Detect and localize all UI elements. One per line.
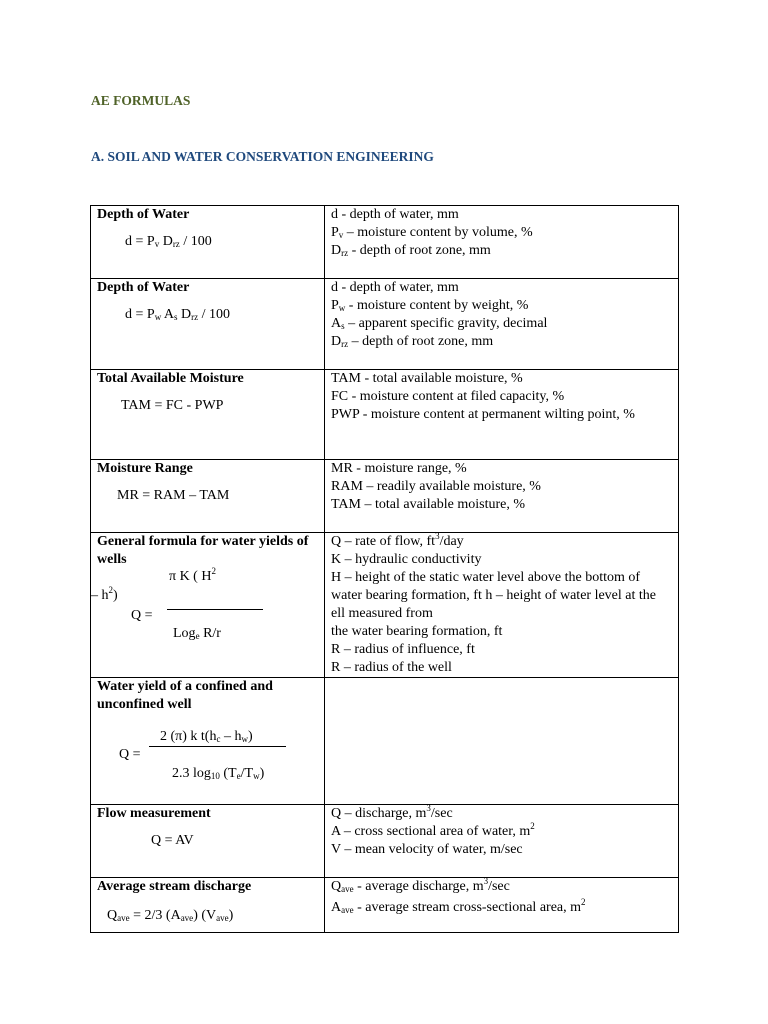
formula-equation: $d = P_w$ $A_s$ $D_{rz} / 100$ <box>125 307 231 322</box>
definition-line: $P_w$ - moisture content by weight, % <box>331 298 529 313</box>
definition-line: $P_v$ – moisture content by volume, % <box>331 225 533 240</box>
definition-line: $A_{ave}$ - average stream cross-sectional area, $m^2$ <box>331 897 586 915</box>
formula-title: Water yield of a confined and unconfined well <box>97 679 273 712</box>
formula-table <box>90 205 679 933</box>
table-row <box>91 370 679 460</box>
table-row <box>91 678 679 805</box>
section-heading: A. SOIL AND WATER CONSERVATION ENGINEERING <box>91 149 434 164</box>
formula-title: Flow measurement <box>97 806 211 821</box>
definition-line: PWP - moisture content at permanent wilting point, % <box>331 407 635 422</box>
formula-cell <box>91 370 325 460</box>
formula-title: Total Available Moisture <box>97 371 244 386</box>
definition-line: H – height of the static water level above the bottom of water bearing formation, ft h – height of water level at the ell measured from <box>331 570 656 621</box>
definition-line: Q – rate of flow, $ft^3$/day <box>331 531 464 549</box>
table-row <box>91 805 679 878</box>
definitions-cell <box>325 279 679 370</box>
definition-line: MR - moisture range, % <box>331 461 467 476</box>
formula-cell <box>91 805 325 878</box>
table-row <box>91 878 679 933</box>
definitions-cell <box>325 460 679 533</box>
fraction-bar <box>149 746 286 747</box>
definitions-cell <box>325 878 679 933</box>
formula-equation: Q = AV <box>151 833 194 848</box>
formula-cell <box>91 878 325 933</box>
definitions-cell <box>325 370 679 460</box>
formula-title: Moisture Range <box>97 461 193 476</box>
definition-line: d - depth of water, mm <box>331 207 459 222</box>
definition-line: R – radius of the well <box>331 660 452 675</box>
definition-line: d - depth of water, mm <box>331 280 459 295</box>
formula-equation: 2 (π) k $t(h_c - h_w)$ Q = 2.3 $\log_{10} (T_e/T_w)$ <box>97 714 318 804</box>
definition-line: the water bearing formation, ft <box>331 624 503 639</box>
definition-line: Q – discharge, $m^3/\sec$ <box>331 803 453 821</box>
formula-cell <box>91 460 325 533</box>
table-row <box>91 533 679 678</box>
formula-cell <box>91 533 325 678</box>
definitions-cell <box>325 533 679 678</box>
formula-title: Depth of Water <box>97 207 190 222</box>
formula-cell <box>91 279 325 370</box>
definition-line: K – hydraulic conductivity <box>331 552 482 567</box>
table-row <box>91 206 679 279</box>
definition-line: $Q_{ave}$ - average discharge, $m^3/\sec$ <box>331 876 510 894</box>
doc-heading: AE FORMULAS <box>91 93 191 108</box>
formula-cell <box>91 206 325 279</box>
definition-line: TAM – total available moisture, % <box>331 497 526 512</box>
empty-cell <box>325 678 679 805</box>
definition-line: FC - moisture content at filed capacity, % <box>331 389 565 404</box>
formula-title: General formula for water yields of wells <box>97 534 309 567</box>
definition-line: R – radius of influence, ft <box>331 642 475 657</box>
formula-title: Average stream discharge <box>97 879 252 894</box>
formula-cell <box>91 678 325 805</box>
definitions-cell <box>325 206 679 279</box>
formula-equation: π K ( $H^2$ – $h^2$) Q = Log$_e$ R/r <box>97 569 318 659</box>
definition-line: RAM – readily available moisture, % <box>331 479 541 494</box>
definition-line: TAM - total available moisture, % <box>331 371 523 386</box>
fraction-bar <box>167 609 263 610</box>
formula-equation: $Q_{ave} = 2/3$ $(A_{ave})$ $(V_{ave})$ <box>107 908 234 923</box>
formula-equation: $d = P_v$ $D_{rz} / 100$ <box>125 234 212 249</box>
formula-title: Depth of Water <box>97 280 190 295</box>
definitions-cell <box>325 805 679 878</box>
table-row <box>91 279 679 370</box>
definition-line: A – cross sectional area of water, $m^2$ <box>331 821 535 839</box>
formula-equation: TAM = FC - PWP <box>121 398 224 413</box>
definition-line: V – mean velocity of water, m/sec <box>331 842 523 857</box>
formula-equation: MR = RAM – TAM <box>117 488 230 503</box>
definition-line: $D_{rz}$ - depth of root zone, mm <box>331 243 491 258</box>
definition-line: $A_s$ – apparent specific gravity, decimal <box>331 316 548 331</box>
definition-line: $D_{rz}$ – depth of root zone, mm <box>331 334 494 349</box>
table-row <box>91 460 679 533</box>
